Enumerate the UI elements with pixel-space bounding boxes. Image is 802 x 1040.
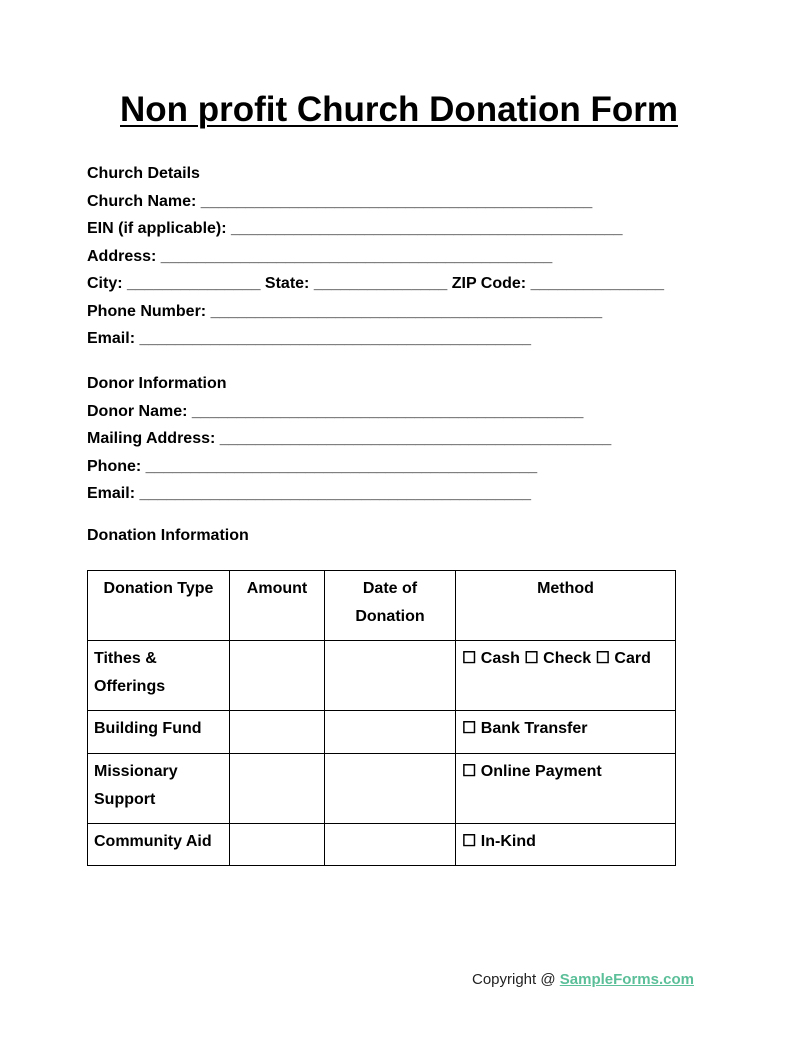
church-details-section [87, 160, 727, 353]
row-method-options[interactable]: ☐ Cash ☐ Check ☐ Card [456, 641, 676, 711]
row-date-cell[interactable] [325, 754, 456, 824]
copyright-prefix: Copyright @ [472, 971, 560, 988]
table-header-row [88, 571, 676, 641]
copyright-notice [472, 970, 694, 990]
row-donation-type: Tithes & Offerings [88, 641, 230, 711]
table-row [88, 824, 676, 866]
row-donation-type: Community Aid [88, 824, 230, 866]
donor-information-section [87, 370, 727, 508]
row-method-options[interactable]: ☐ Bank Transfer [456, 711, 676, 754]
header-date: Date of Donation [325, 571, 456, 641]
row-date-cell[interactable] [325, 824, 456, 866]
donor-email-field[interactable]: Email: ____________________________________________ [87, 485, 531, 502]
row-method-options[interactable]: ☐ In-Kind [456, 824, 676, 866]
row-amount-cell[interactable] [230, 711, 325, 754]
header-amount: Amount [230, 571, 325, 641]
church-email-field[interactable]: Email: ____________________________________________ [87, 330, 531, 347]
row-donation-type: Building Fund [88, 711, 230, 754]
donor-phone-field[interactable]: Phone: ____________________________________________ [87, 457, 538, 475]
row-date-cell[interactable] [325, 641, 456, 711]
table-row [88, 754, 676, 824]
header-method: Method [456, 571, 676, 641]
donation-information-section [87, 522, 727, 550]
row-amount-cell[interactable] [230, 641, 325, 711]
table-row [88, 641, 676, 711]
row-date-cell[interactable] [325, 711, 456, 754]
table-row [88, 711, 676, 754]
mailing-address-field[interactable]: Mailing Address: ____________________________________________ [87, 430, 612, 447]
church-phone-field[interactable]: Phone Number: ____________________________________________ [87, 302, 603, 320]
donor-information-heading: Donor Information [87, 375, 227, 392]
city-state-zip-field[interactable]: City: _______________ State: _______________ ZIP Code: _______________ [87, 275, 665, 292]
row-amount-cell[interactable] [230, 754, 325, 824]
donor-name-field[interactable]: Donor Name: ____________________________________________ [87, 402, 584, 420]
row-donation-type: Missionary Support [88, 754, 230, 824]
church-name-field[interactable]: Church Name: ____________________________________________ [87, 192, 593, 210]
ein-field[interactable]: EIN (if applicable): ____________________________________________ [87, 220, 623, 237]
brand-link[interactable]: SampleForms.com [559, 971, 694, 988]
row-amount-cell[interactable] [230, 824, 325, 866]
page-title: Non profit Church Donation Form [120, 90, 678, 129]
church-details-heading: Church Details [87, 165, 200, 182]
donation-information-heading: Donation Information [87, 527, 249, 544]
header-donation-type: Donation Type [88, 571, 230, 641]
row-method-options[interactable]: ☐ Online Payment [456, 754, 676, 824]
church-address-field[interactable]: Address: ____________________________________________ [87, 247, 553, 265]
donation-table [87, 570, 676, 866]
